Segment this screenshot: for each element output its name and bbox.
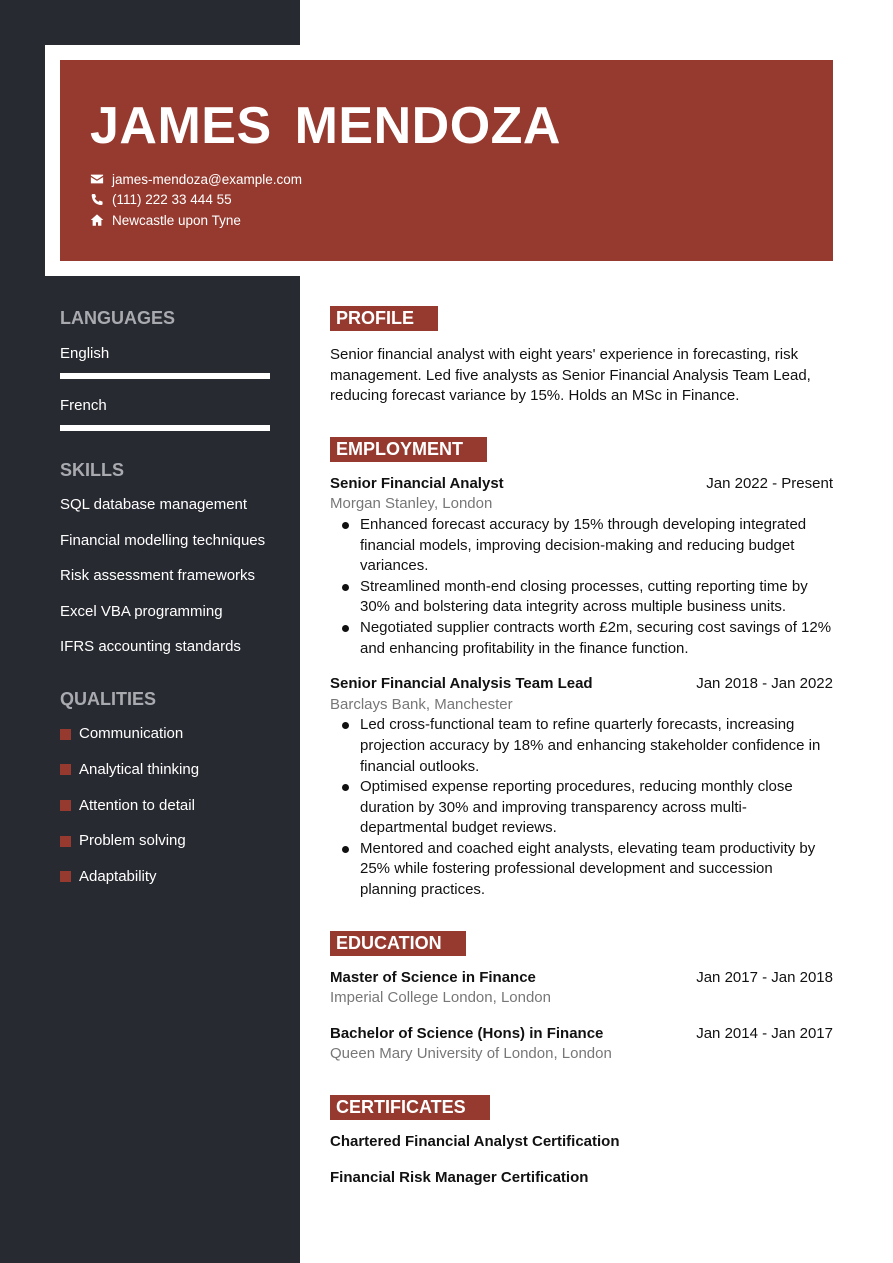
email-text[interactable]: james-mendoza@example.com	[112, 171, 303, 187]
job-company: Barclays Bank, Manchester	[330, 695, 513, 713]
degree-title: Master of Science in Finance	[330, 968, 536, 986]
language-level-bar	[60, 425, 270, 431]
qualities-heading: QUALITIES	[60, 689, 157, 710]
job-header	[330, 474, 833, 495]
school-name: Imperial College London, London	[330, 989, 551, 1007]
candidate-name	[90, 96, 803, 156]
quality-label: Communication	[79, 725, 184, 743]
skill-item: Risk assessment frameworks	[60, 567, 256, 585]
education-heading: EDUCATION	[330, 931, 466, 956]
contact-email	[90, 169, 803, 190]
first-name: JAMES	[90, 97, 272, 155]
main-content	[330, 306, 833, 1188]
phone-text: (111) 222 33 444 55	[112, 192, 232, 208]
bullet-item: Mentored and coached eight analysts, elevating team productivity by 25% while fostering professional development and succession planning practices.	[360, 839, 833, 901]
bullet-item: Negotiated supplier contracts worth £2m, securing cost savings of 12% and enhancing profitability in the finance function.	[360, 618, 833, 659]
bullet-item: Led cross-functional team to refine quarterly forecasts, increasing projection accuracy by 18% and enhancing stakeholder confidence in financial outlooks.	[360, 715, 833, 777]
education-section	[330, 931, 833, 1065]
skill-item: Excel VBA programming	[60, 602, 223, 620]
job-bullets	[330, 715, 833, 900]
job-bullets	[330, 515, 833, 659]
resume-header	[60, 60, 833, 261]
bullet-item: Enhanced forecast accuracy by 15% through developing integrated financial models, improving decision-making and reducing budget variances.	[360, 515, 833, 577]
education-header	[330, 968, 833, 989]
language-item	[60, 344, 270, 379]
profile-summary: Senior financial analyst with eight years' experience in forecasting, risk management. Led five analysts as Senior Financial Analysis Team Lead, reducing forecast variance by 15%. Holds an MSc in Finance.	[330, 346, 811, 405]
education-dates: Jan 2014 - Jan 2017	[696, 1024, 833, 1042]
degree-title: Bachelor of Science (Hons) in Finance	[330, 1024, 604, 1042]
quality-item	[60, 867, 270, 887]
skill-item: IFRS accounting standards	[60, 638, 241, 656]
quality-label: Adaptability	[79, 867, 157, 885]
certificates-heading: CERTIFICATES	[330, 1095, 490, 1120]
square-bullet-icon	[60, 729, 71, 740]
language-item	[60, 396, 270, 431]
contact-location	[90, 210, 803, 231]
last-name: MENDOZA	[294, 97, 561, 155]
language-name: French	[60, 397, 107, 414]
certificate-item: Chartered Financial Analyst Certification	[330, 1133, 620, 1151]
language-name: English	[60, 345, 110, 362]
contact-list	[90, 169, 803, 231]
quality-item	[60, 760, 270, 780]
languages-heading: LANGUAGES	[60, 308, 176, 328]
profile-heading: PROFILE	[330, 306, 438, 331]
education-entry	[330, 1024, 833, 1065]
job-dates: Jan 2022 - Present	[706, 474, 833, 492]
skill-item: SQL database management	[60, 496, 248, 513]
job-company: Morgan Stanley, London	[330, 495, 493, 513]
profile-section	[330, 306, 833, 407]
envelope-icon	[90, 172, 104, 186]
language-level-bar	[60, 373, 270, 379]
quality-label: Analytical thinking	[79, 760, 200, 778]
quality-item	[60, 724, 270, 744]
skill-item: Financial modelling techniques	[60, 531, 266, 549]
quality-label: Attention to detail	[79, 796, 195, 814]
bullet-item: Optimised expense reporting procedures, reducing monthly close duration by 30% and improving transparency across multi-departmental budget reviews.	[360, 777, 833, 839]
square-bullet-icon	[60, 800, 71, 811]
job-entry	[330, 674, 833, 901]
square-bullet-icon	[60, 871, 71, 882]
square-bullet-icon	[60, 764, 71, 775]
education-entry	[330, 968, 833, 1009]
job-title: Senior Financial Analyst	[330, 474, 504, 492]
employment-section	[330, 437, 833, 901]
employment-heading: EMPLOYMENT	[330, 437, 487, 462]
job-dates: Jan 2018 - Jan 2022	[696, 675, 833, 693]
bullet-item: Streamlined month-end closing processes, cutting reporting time by 30% and bolstering data integrity across multiple business units.	[360, 577, 833, 618]
contact-phone	[90, 190, 803, 211]
job-header	[330, 674, 833, 695]
sidebar	[60, 300, 270, 887]
skills-heading: SKILLS	[60, 460, 125, 480]
phone-icon	[90, 193, 104, 207]
home-icon	[90, 213, 104, 227]
certificates-section	[330, 1095, 833, 1188]
school-name: Queen Mary University of London, London	[330, 1045, 612, 1063]
certificate-item: Financial Risk Manager Certification	[330, 1168, 589, 1186]
education-header	[330, 1024, 833, 1045]
job-entry	[330, 474, 833, 659]
square-bullet-icon	[60, 836, 71, 847]
quality-label: Problem solving	[79, 832, 186, 850]
quality-item	[60, 831, 270, 851]
job-title: Senior Financial Analysis Team Lead	[330, 675, 593, 693]
location-text: Newcastle upon Tyne	[112, 212, 241, 228]
education-dates: Jan 2017 - Jan 2018	[696, 968, 833, 986]
quality-item	[60, 796, 270, 816]
